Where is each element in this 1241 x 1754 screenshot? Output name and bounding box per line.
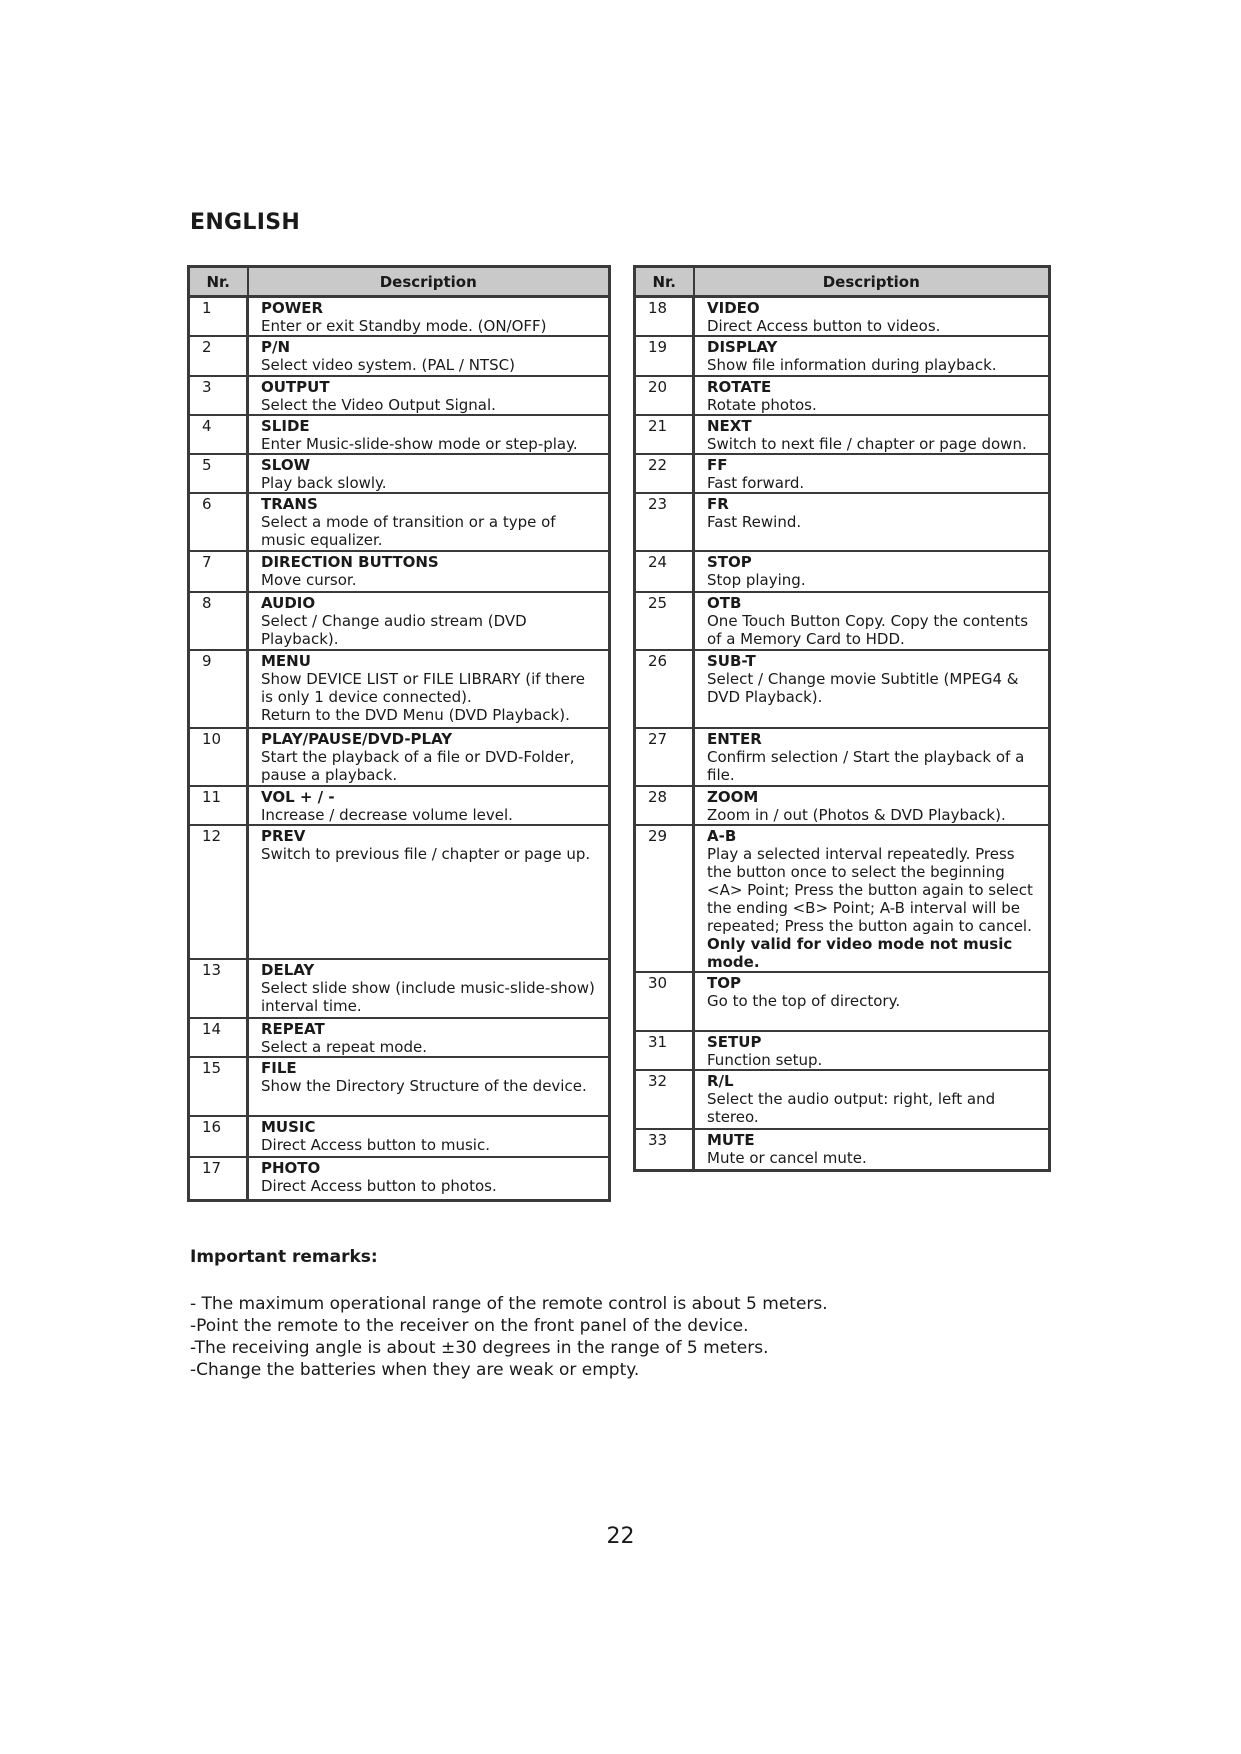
button-name: DIRECTION BUTTONS (261, 553, 439, 571)
table-row (189, 415, 610, 454)
button-name: STOP (707, 553, 752, 571)
row-number: 30 (635, 972, 694, 1031)
row-description (248, 728, 610, 786)
row-number: 3 (189, 376, 248, 415)
row-description (694, 493, 1050, 551)
table-row (635, 592, 1050, 650)
row-number: 27 (635, 728, 694, 786)
row-description (248, 376, 610, 415)
table-row (189, 1018, 610, 1057)
row-number: 28 (635, 786, 694, 825)
row-description (248, 825, 610, 959)
table-row (189, 454, 610, 493)
row-number: 5 (189, 454, 248, 493)
remarks-list (190, 1294, 828, 1382)
table-row (189, 551, 610, 592)
button-name: R/L (707, 1072, 734, 1090)
button-name: NEXT (707, 417, 752, 435)
row-description (248, 786, 610, 825)
table-row (635, 415, 1050, 454)
button-description: Switch to previous file / chapter or page up. (261, 845, 591, 863)
table-row (189, 592, 610, 650)
button-description: Mute or cancel mute. (707, 1149, 867, 1167)
button-description: Select a repeat mode. (261, 1038, 427, 1056)
button-name: ZOOM (707, 788, 759, 806)
button-description: Select the audio output: right, left and stereo. (707, 1090, 996, 1126)
row-description (694, 297, 1050, 337)
table-row (189, 728, 610, 786)
table-row (635, 825, 1050, 972)
button-name: ENTER (707, 730, 762, 748)
button-name: OTB (707, 594, 742, 612)
button-description: Select / Change audio stream (DVD Playback). (261, 612, 527, 648)
row-description (248, 592, 610, 650)
button-name: ROTATE (707, 378, 772, 396)
table-row (189, 336, 610, 376)
button-description: Increase / decrease volume level. (261, 806, 513, 824)
table-row (635, 728, 1050, 786)
button-name: SETUP (707, 1033, 762, 1051)
button-table-right (633, 265, 1051, 1172)
row-number: 25 (635, 592, 694, 650)
row-description (694, 972, 1050, 1031)
button-description: Direct Access button to music. (261, 1136, 490, 1154)
row-description (694, 825, 1050, 972)
row-description (248, 336, 610, 376)
table-row (635, 376, 1050, 415)
button-description: Direct Access button to videos. (707, 317, 941, 335)
button-name: SLOW (261, 456, 311, 474)
row-description (694, 1129, 1050, 1170)
table-row (189, 1116, 610, 1157)
row-description (694, 415, 1050, 454)
button-name: PREV (261, 827, 306, 845)
row-number: 24 (635, 551, 694, 592)
button-name: SLIDE (261, 417, 310, 435)
row-description (694, 728, 1050, 786)
button-note: Only valid for video mode not music mode. (707, 935, 1013, 971)
button-name: DISPLAY (707, 338, 778, 356)
button-name: A-B (707, 827, 737, 845)
button-description: Play a selected interval repeatedly. Press the button once to select the beginning <A> Point; Press the button again to select the ending <B> Point; A-B interval will be repeated; Press the button again to cancel. (707, 845, 1033, 935)
button-name: MUTE (707, 1131, 755, 1149)
button-name: PHOTO (261, 1159, 321, 1177)
button-description: Fast forward. (707, 474, 805, 492)
row-description (248, 454, 610, 493)
row-description (694, 551, 1050, 592)
button-name: FF (707, 456, 728, 474)
row-description (694, 592, 1050, 650)
button-name: MUSIC (261, 1118, 316, 1136)
button-name: POWER (261, 299, 324, 317)
page-number: 22 (606, 1524, 635, 1549)
table-row (635, 1031, 1050, 1070)
button-description: Zoom in / out (Photos & DVD Playback). (707, 806, 1006, 824)
row-number: 18 (635, 297, 694, 337)
table-row (635, 297, 1050, 337)
button-name: FR (707, 495, 729, 513)
row-number: 7 (189, 551, 248, 592)
button-name: P/N (261, 338, 291, 356)
button-name: TRANS (261, 495, 318, 513)
button-description: Switch to next file / chapter or page down. (707, 435, 1027, 453)
row-number: 11 (189, 786, 248, 825)
button-description: Show the Directory Structure of the device. (261, 1077, 587, 1095)
button-name: MENU (261, 652, 311, 670)
table-row (189, 825, 610, 959)
row-description (694, 376, 1050, 415)
row-description (248, 1018, 610, 1057)
row-number: 14 (189, 1018, 248, 1057)
row-description (248, 1157, 610, 1200)
table-header-row (635, 267, 1050, 297)
row-number: 8 (189, 592, 248, 650)
row-description (694, 1031, 1050, 1070)
table-body-right (635, 297, 1050, 1171)
row-number: 26 (635, 650, 694, 728)
column-header-nr: Nr. (635, 267, 694, 297)
button-description: Play back slowly. (261, 474, 387, 492)
row-number: 19 (635, 336, 694, 376)
row-description (694, 650, 1050, 728)
row-description (248, 1116, 610, 1157)
button-description: Move cursor. (261, 571, 357, 589)
table-row (189, 1057, 610, 1116)
row-number: 16 (189, 1116, 248, 1157)
row-description (248, 297, 610, 337)
row-number: 4 (189, 415, 248, 454)
button-description: Enter Music-slide-show mode or step-play. (261, 435, 578, 453)
row-description (248, 1057, 610, 1116)
remark-item: -Point the remote to the receiver on the front panel of the device. (190, 1316, 749, 1336)
button-description: Select the Video Output Signal. (261, 396, 496, 414)
table-body-left (189, 297, 610, 1201)
table-row (635, 1129, 1050, 1170)
button-name: SUB-T (707, 652, 756, 670)
table-row (189, 1157, 610, 1200)
row-number: 23 (635, 493, 694, 551)
row-number: 17 (189, 1157, 248, 1200)
table-row (635, 786, 1050, 825)
table-row (635, 336, 1050, 376)
table-row (635, 551, 1050, 592)
button-name: AUDIO (261, 594, 316, 612)
button-description: Stop playing. (707, 571, 806, 589)
table-row (189, 959, 610, 1018)
row-number: 32 (635, 1070, 694, 1129)
row-description (248, 493, 610, 551)
remark-item: -The receiving angle is about ±30 degrees in the range of 5 meters. (190, 1338, 769, 1358)
button-description: Select a mode of transition or a type of music equalizer. (261, 513, 556, 549)
button-description: One Touch Button Copy. Copy the contents of a Memory Card to HDD. (707, 612, 1029, 648)
remarks-title: Important remarks: (190, 1247, 378, 1267)
table-row (635, 1070, 1050, 1129)
row-description (248, 415, 610, 454)
button-table-left (187, 265, 611, 1202)
button-description: Confirm selection / Start the playback of a file. (707, 748, 1025, 784)
row-number: 29 (635, 825, 694, 972)
row-number: 9 (189, 650, 248, 728)
button-description: Show DEVICE LIST or FILE LIBRARY (if there is only 1 device connected). (261, 670, 585, 706)
row-number: 6 (189, 493, 248, 551)
button-name: TOP (707, 974, 741, 992)
remark-item: -Change the batteries when they are weak or empty. (190, 1360, 640, 1380)
button-description: Fast Rewind. (707, 513, 802, 531)
row-description (694, 336, 1050, 376)
column-header-description: Description (694, 267, 1050, 297)
table-row (189, 786, 610, 825)
row-number: 12 (189, 825, 248, 959)
row-number: 21 (635, 415, 694, 454)
button-description: Direct Access button to photos. (261, 1177, 497, 1195)
row-description (248, 650, 610, 728)
button-name: VOL + / - (261, 788, 335, 806)
table-row (189, 297, 610, 337)
table-row (635, 493, 1050, 551)
remark-item: - The maximum operational range of the remote control is about 5 meters. (190, 1294, 828, 1314)
table-row (189, 376, 610, 415)
table-header-row (189, 267, 610, 297)
row-number: 10 (189, 728, 248, 786)
button-description: Show file information during playback. (707, 356, 997, 374)
button-name: OUTPUT (261, 378, 330, 396)
row-description (694, 454, 1050, 493)
table-row (189, 493, 610, 551)
table-row (635, 650, 1050, 728)
button-name: REPEAT (261, 1020, 325, 1038)
button-description: Return to the DVD Menu (DVD Playback). (261, 706, 570, 724)
button-description: Select video system. (PAL / NTSC) (261, 356, 515, 374)
button-description: Go to the top of directory. (707, 992, 901, 1010)
row-number: 22 (635, 454, 694, 493)
row-description (248, 551, 610, 592)
button-description: Select slide show (include music-slide-show) interval time. (261, 979, 595, 1015)
table-row (189, 650, 610, 728)
button-name: FILE (261, 1059, 297, 1077)
table-row (635, 972, 1050, 1031)
column-header-description: Description (248, 267, 610, 297)
button-name: DELAY (261, 961, 315, 979)
row-description (694, 786, 1050, 825)
table-row (635, 454, 1050, 493)
row-number: 1 (189, 297, 248, 337)
button-description: Enter or exit Standby mode. (ON/OFF) (261, 317, 547, 335)
row-number: 2 (189, 336, 248, 376)
column-header-nr: Nr. (189, 267, 248, 297)
page-heading: ENGLISH (190, 210, 301, 235)
row-description (248, 959, 610, 1018)
row-number: 13 (189, 959, 248, 1018)
button-description: Select / Change movie Subtitle (MPEG4 & DVD Playback). (707, 670, 1019, 706)
button-name: PLAY/PAUSE/DVD-PLAY (261, 730, 453, 748)
row-number: 20 (635, 376, 694, 415)
button-description: Function setup. (707, 1051, 823, 1069)
button-description: Rotate photos. (707, 396, 817, 414)
row-number: 31 (635, 1031, 694, 1070)
row-number: 33 (635, 1129, 694, 1170)
button-name: VIDEO (707, 299, 760, 317)
button-description: Start the playback of a file or DVD-Folder, pause a playback. (261, 748, 575, 784)
row-description (694, 1070, 1050, 1129)
row-number: 15 (189, 1057, 248, 1116)
